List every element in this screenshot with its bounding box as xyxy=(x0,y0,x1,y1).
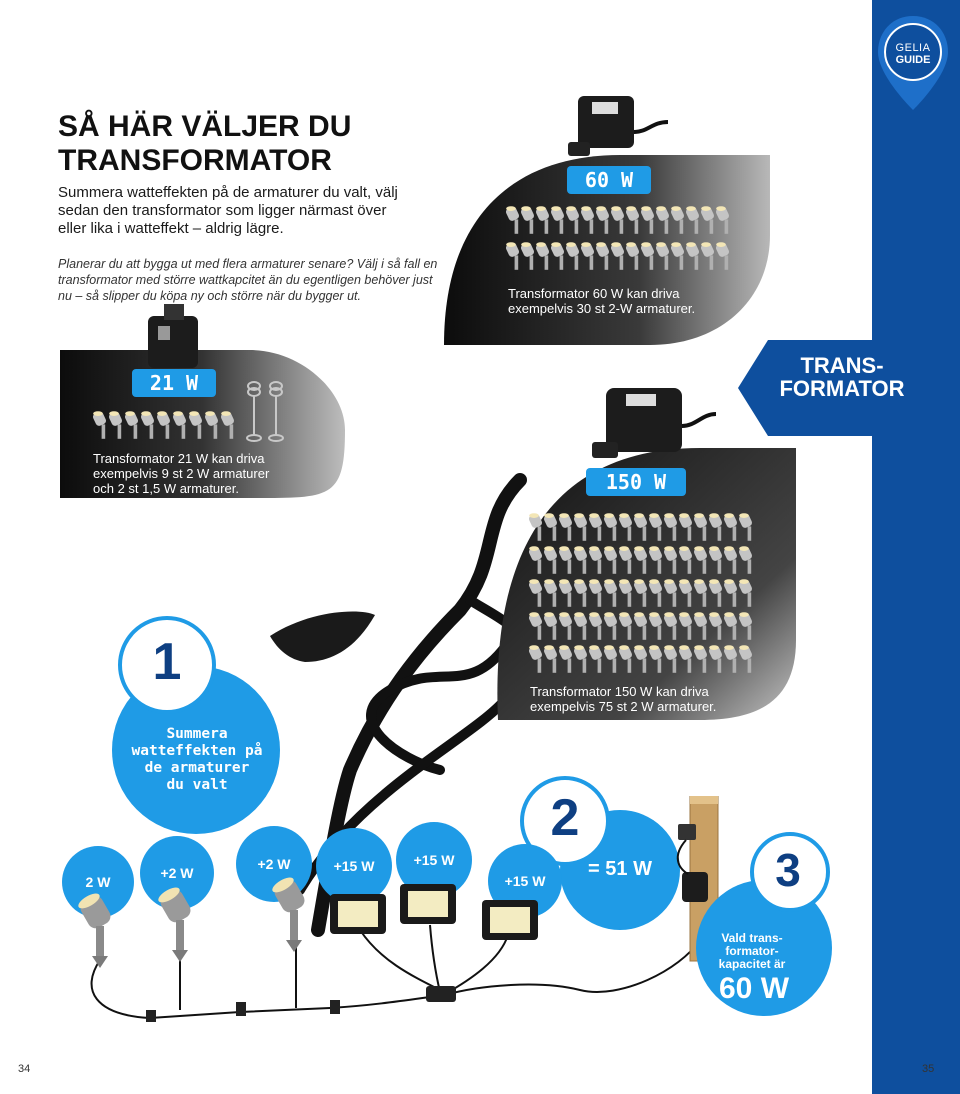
watt-bubble: +15 W xyxy=(488,844,562,918)
spotlight-icon xyxy=(670,206,685,234)
spotlight-icon xyxy=(588,612,603,640)
spotlight-icon xyxy=(633,612,648,640)
caption-21w-line1: Transformator 21 W kan driva xyxy=(93,451,265,466)
spotlight-icon xyxy=(618,612,633,640)
step1-label xyxy=(122,726,272,794)
spotlight-icon xyxy=(633,579,648,607)
step1-number: 1 xyxy=(152,633,182,691)
spotlight-icon xyxy=(558,645,573,673)
spotlight-icon xyxy=(708,612,723,640)
caption-60w xyxy=(508,286,738,316)
spotlight-icon xyxy=(723,546,738,574)
spotlight-icon xyxy=(108,411,123,439)
page-number-left: 34 xyxy=(18,1063,31,1075)
spotlight-icon xyxy=(603,612,618,640)
spotlight-icon xyxy=(535,206,550,234)
spotlight-icon xyxy=(72,890,128,970)
spotlight-icon xyxy=(528,645,543,673)
spotlight-icon xyxy=(715,242,730,270)
step3-line3: kapacitet är xyxy=(718,957,786,971)
spotlight-icon xyxy=(648,612,663,640)
spotlight-icon xyxy=(266,874,322,954)
spotlight-icon xyxy=(543,645,558,673)
intro-text: Summera watteffekten på de armaturer du valt, välj sedan den transformator som ligger närmast över eller lika i watteffekt – aldrig lägre. xyxy=(58,184,398,237)
spotlight-icon xyxy=(520,206,535,234)
spotlight-icon xyxy=(678,579,693,607)
spotlight-grid-60w xyxy=(505,205,735,277)
title-line1: SÅ HÄR VÄLJER DU xyxy=(58,110,352,143)
step1-line4: du valt xyxy=(166,777,228,793)
caption-150w xyxy=(530,684,770,714)
transformer-60w-label: 60 W xyxy=(567,166,651,194)
spotlight-icon xyxy=(738,579,753,607)
spotlight-icon xyxy=(685,206,700,234)
step1-line3: de armaturer xyxy=(144,760,250,776)
spotlight-icon xyxy=(558,513,573,541)
spotlight-icon xyxy=(543,513,558,541)
gelia-guide-badge xyxy=(880,42,946,66)
spotlight-icon xyxy=(618,645,633,673)
spotlight-icon xyxy=(528,546,543,574)
spotlight-icon xyxy=(640,242,655,270)
spotlight-icon xyxy=(678,546,693,574)
cable-connector xyxy=(146,1010,156,1022)
spotlight-icon xyxy=(520,242,535,270)
cable-connector xyxy=(236,1002,246,1016)
spotlight-icon xyxy=(588,513,603,541)
spotlight-icon xyxy=(663,513,678,541)
page-number-right: 35 xyxy=(922,1063,935,1075)
spotlight-icon xyxy=(595,206,610,234)
spotlight-icon xyxy=(188,411,203,439)
spotlight-grid-21w xyxy=(92,410,242,444)
side-band xyxy=(872,0,960,1094)
spotlight-icon xyxy=(588,579,603,607)
spotlight-icon xyxy=(220,411,235,439)
step2-result: = 51 W xyxy=(588,858,652,880)
leaf-small xyxy=(270,612,375,662)
spotlight-icon xyxy=(565,242,580,270)
spotlight-icon xyxy=(558,612,573,640)
spotlight-icon xyxy=(678,612,693,640)
caption-21w-line2: exempelvis 9 st 2 W armaturer xyxy=(93,466,270,481)
transformer-150w-label: 150 W xyxy=(586,468,686,496)
spotlight-icon xyxy=(693,612,708,640)
spotlight-icon xyxy=(708,579,723,607)
ribbon-line1: TRANS- xyxy=(800,353,884,378)
watt-bubble: 2 W xyxy=(62,846,134,918)
caption-21w-line3: och 2 st 1,5 W armaturer. xyxy=(93,481,239,496)
caption-60w-line2: exempelvis 30 st 2-W armaturer. xyxy=(508,301,696,316)
page-title xyxy=(58,110,418,178)
cable-connector xyxy=(330,1000,340,1014)
step3-number: 3 xyxy=(775,844,801,896)
transformer-21w-label: 21 W xyxy=(132,369,216,397)
spotlight-icon xyxy=(618,579,633,607)
spotlight-icon xyxy=(573,546,588,574)
bollard-light-icon xyxy=(244,378,288,444)
step3-value: 60 W xyxy=(718,972,790,1005)
spotlight-icon xyxy=(558,546,573,574)
spotlight-icon xyxy=(124,411,139,439)
step1-line1: Summera xyxy=(166,726,228,742)
spotlight-icon xyxy=(715,206,730,234)
spotlight-icon xyxy=(618,546,633,574)
note-text: Planerar du att bygga ut med flera armaturer senare? Välj i så fall en transformator med större wattkapcitet än du egentligen behöver just nu – så slipper du köpa ny och större när du bygger ut. xyxy=(58,257,438,303)
spotlight-icon xyxy=(603,579,618,607)
spotlight-icon xyxy=(152,884,208,964)
spotlight-icon xyxy=(573,513,588,541)
spotlight-grid-150w xyxy=(528,512,758,676)
spotlight-icon xyxy=(528,579,543,607)
spotlight-icon xyxy=(156,411,171,439)
spotlight-icon xyxy=(550,206,565,234)
spotlight-icon xyxy=(648,579,663,607)
spotlight-icon xyxy=(610,206,625,234)
caption-60w-line1: Transformator 60 W kan driva xyxy=(508,286,680,301)
spotlight-icon xyxy=(573,645,588,673)
caption-21w xyxy=(93,451,323,496)
step1-line2: watteffekten på xyxy=(131,743,263,759)
spotlight-icon xyxy=(543,579,558,607)
watt-bubble: +15 W xyxy=(396,822,472,898)
transformer-icon xyxy=(140,302,210,374)
spotlight-icon xyxy=(92,411,107,439)
spotlight-icon xyxy=(700,242,715,270)
spotlight-icon xyxy=(528,513,543,541)
caption-150w-line2: exempelvis 75 st 2 W armaturer. xyxy=(530,699,717,714)
spotlight-icon xyxy=(655,242,670,270)
spotlight-icon xyxy=(580,242,595,270)
spotlight-icon xyxy=(723,645,738,673)
spotlight-icon xyxy=(708,645,723,673)
spotlight-icon xyxy=(580,206,595,234)
spotlight-icon xyxy=(588,546,603,574)
badge-line1: GELIA xyxy=(895,42,931,54)
caption-150w-line1: Transformator 150 W kan driva xyxy=(530,684,709,699)
spotlight-icon xyxy=(723,612,738,640)
spotlight-icon xyxy=(648,645,663,673)
spotlight-icon xyxy=(603,513,618,541)
spotlight-icon xyxy=(678,513,693,541)
spotlight-icon xyxy=(603,546,618,574)
spotlight-icon xyxy=(663,579,678,607)
spotlight-icon xyxy=(648,513,663,541)
spotlight-icon xyxy=(648,546,663,574)
step3-line1: Vald trans- xyxy=(721,931,783,945)
spotlight-icon xyxy=(565,206,580,234)
spotlight-icon xyxy=(633,546,648,574)
spotlight-icon xyxy=(708,513,723,541)
spotlight-icon xyxy=(693,645,708,673)
spotlight-icon xyxy=(633,645,648,673)
ribbon-label xyxy=(762,354,922,400)
spotlight-icon xyxy=(723,579,738,607)
floodlight-icon xyxy=(480,898,542,948)
floodlight-icon xyxy=(328,892,390,942)
spotlight-icon xyxy=(738,612,753,640)
spotlight-icon xyxy=(140,411,155,439)
spotlight-icon xyxy=(550,242,565,270)
spotlight-icon xyxy=(693,579,708,607)
transformer-icon xyxy=(568,92,678,170)
spotlight-icon xyxy=(543,546,558,574)
spotlight-icon xyxy=(693,546,708,574)
cable-junction xyxy=(426,986,456,1002)
watt-bubble: +2 W xyxy=(140,836,214,910)
spotlight-icon xyxy=(708,546,723,574)
spotlight-icon xyxy=(573,579,588,607)
watt-bubble: +15 W xyxy=(316,828,392,904)
badge-line2: GUIDE xyxy=(895,54,931,66)
spotlight-icon xyxy=(618,513,633,541)
step3-line2: formator- xyxy=(725,944,779,958)
spotlight-icon xyxy=(625,242,640,270)
spotlight-icon xyxy=(685,242,700,270)
spotlight-icon xyxy=(543,612,558,640)
spotlight-icon xyxy=(678,645,693,673)
spotlight-icon xyxy=(640,206,655,234)
spotlight-icon xyxy=(670,242,685,270)
spotlight-icon xyxy=(663,546,678,574)
spotlight-icon xyxy=(610,242,625,270)
spotlight-icon xyxy=(573,612,588,640)
spotlight-icon xyxy=(172,411,187,439)
spotlight-icon xyxy=(738,645,753,673)
spotlight-icon xyxy=(535,242,550,270)
step2-number: 2 xyxy=(550,789,580,847)
ribbon-line2: FORMATOR xyxy=(779,376,905,401)
spotlight-icon xyxy=(723,513,738,541)
spotlight-icon xyxy=(655,206,670,234)
spotlight-icon xyxy=(505,206,520,234)
spotlight-icon xyxy=(625,206,640,234)
spotlight-icon xyxy=(558,579,573,607)
spotlight-icon xyxy=(505,242,520,270)
spotlight-icon xyxy=(738,513,753,541)
spotlight-icon xyxy=(595,242,610,270)
spotlight-icon xyxy=(633,513,648,541)
spotlight-icon xyxy=(663,645,678,673)
step3-label xyxy=(704,932,800,971)
spotlight-icon xyxy=(663,612,678,640)
transformer-icon xyxy=(592,384,722,474)
watt-bubble: +2 W xyxy=(236,826,312,902)
spotlight-icon xyxy=(693,513,708,541)
spotlight-icon xyxy=(700,206,715,234)
spotlight-icon xyxy=(588,645,603,673)
floodlight-icon xyxy=(398,882,460,932)
spotlight-icon xyxy=(738,546,753,574)
title-line2: TRANSFORMATOR xyxy=(58,144,332,177)
spotlight-icon xyxy=(204,411,219,439)
spotlight-icon xyxy=(528,612,543,640)
spotlight-icon xyxy=(603,645,618,673)
